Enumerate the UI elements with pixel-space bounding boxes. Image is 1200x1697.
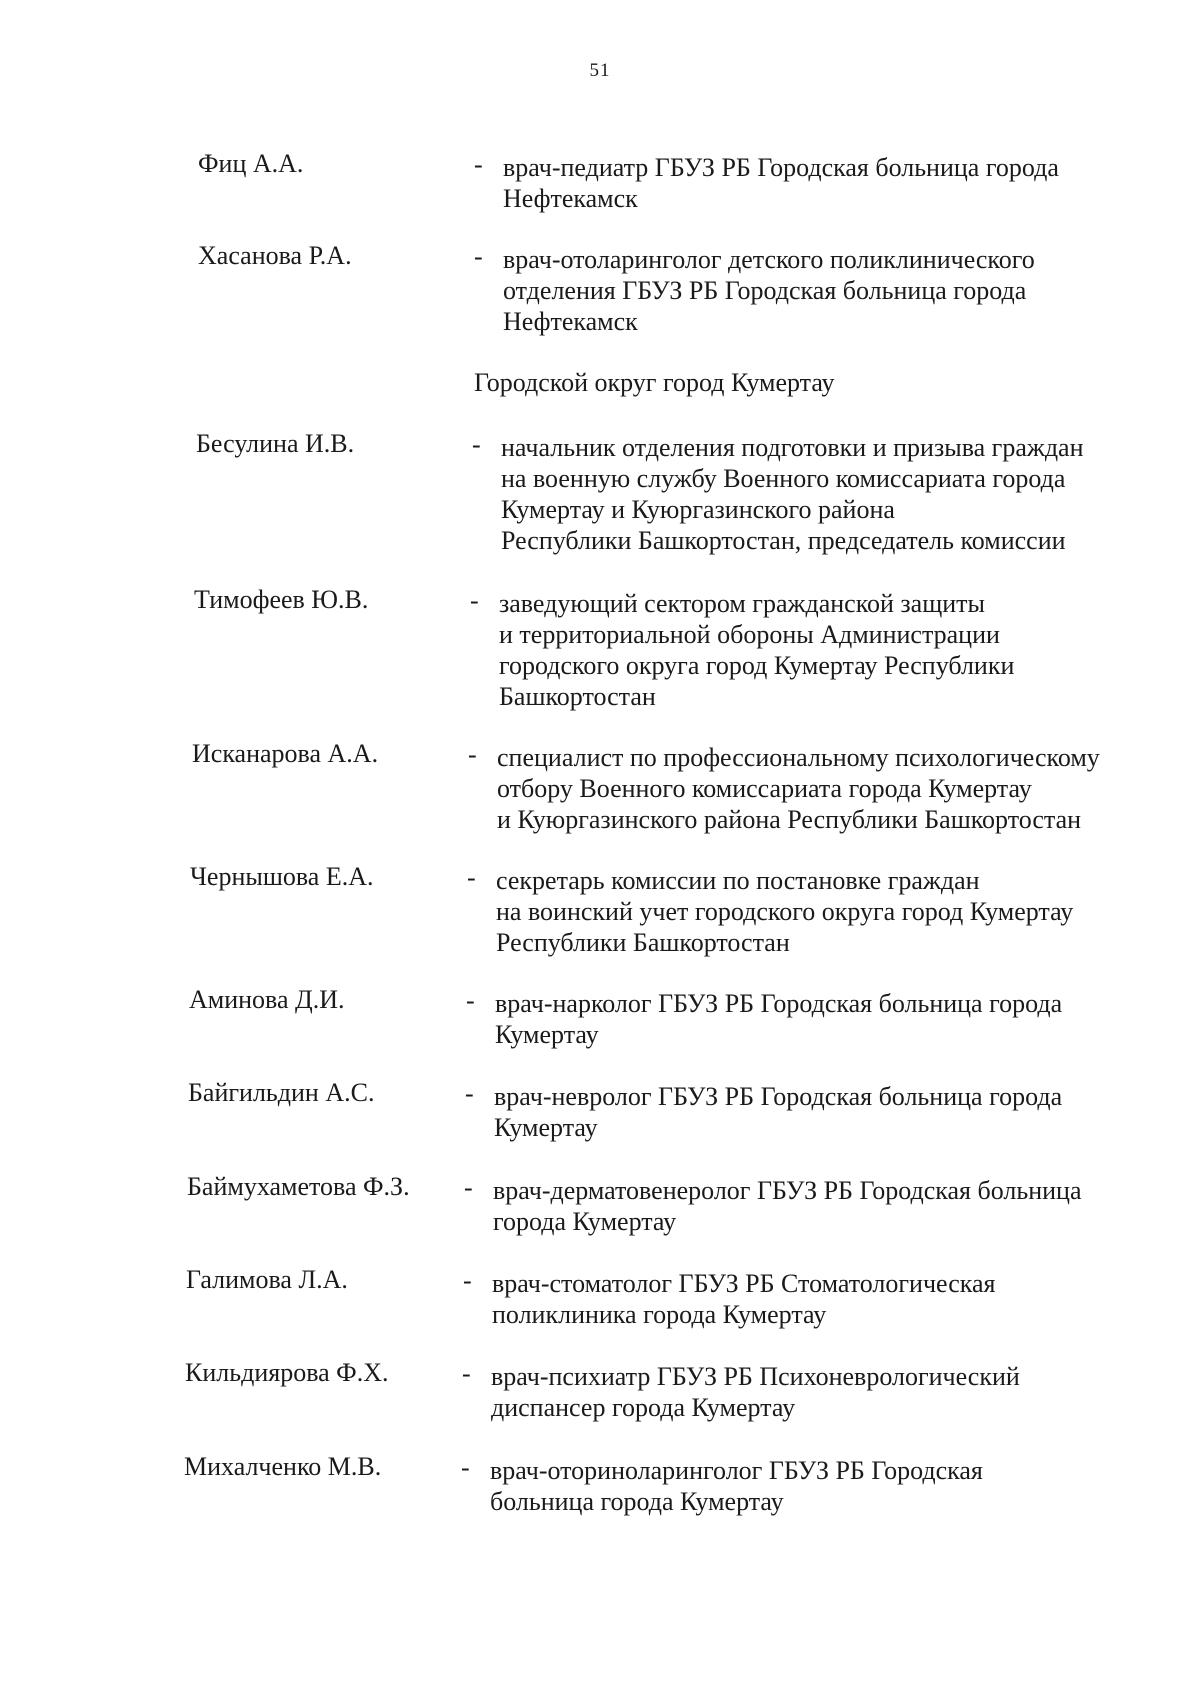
role-line: отделения ГБУЗ РБ Городская больница города bbox=[503, 276, 1027, 305]
role-line: Нефтекамск bbox=[503, 184, 638, 213]
member-name: Кильдиярова Ф.Х. bbox=[185, 1358, 389, 1387]
member-role bbox=[501, 432, 1084, 556]
role-line: больница города Кумертау bbox=[490, 1487, 784, 1516]
role-line: отбору Военного комиссариата города Кумертау bbox=[497, 774, 1032, 803]
role-line: врач-отоларинголог детского поликлинического bbox=[503, 245, 1035, 274]
member-name: Хасанова Р.А. bbox=[198, 241, 352, 270]
role-line: города Кумертау bbox=[493, 1207, 677, 1236]
member-name: Тимофеев Ю.В. bbox=[194, 585, 369, 614]
role-line: секретарь комиссии по постановке граждан bbox=[496, 866, 980, 895]
member-role bbox=[493, 1175, 1082, 1237]
list-dash: - bbox=[474, 242, 483, 271]
member-name: Михалченко М.В. bbox=[184, 1452, 382, 1481]
page-number: 51 bbox=[589, 60, 611, 81]
role-line: заведующий сектором гражданской защиты bbox=[499, 589, 985, 618]
member-role bbox=[496, 865, 1073, 958]
list-dash: - bbox=[474, 150, 483, 179]
member-name: Аминова Д.И. bbox=[189, 985, 345, 1014]
member-name: Баймухаметова Ф.З. bbox=[187, 1172, 410, 1201]
list-dash: - bbox=[464, 1173, 473, 1202]
member-role bbox=[497, 742, 1100, 835]
member-name: Байгильдин А.С. bbox=[188, 1078, 375, 1107]
member-role bbox=[503, 152, 1059, 214]
section-heading: Городской округ город Кумертау bbox=[474, 368, 835, 397]
list-dash: - bbox=[465, 1079, 474, 1108]
role-line: диспансер города Кумертау bbox=[491, 1393, 796, 1422]
role-line: врач-нарколог ГБУЗ РБ Городская больница города bbox=[495, 989, 1063, 1018]
member-role bbox=[491, 1361, 1020, 1423]
list-dash: - bbox=[472, 430, 481, 459]
list-dash: - bbox=[467, 863, 476, 892]
member-role bbox=[494, 1081, 1062, 1143]
member-role bbox=[495, 988, 1062, 1050]
member-role bbox=[503, 244, 1035, 337]
member-name: Чернышова Е.А. bbox=[190, 862, 374, 891]
member-name: Фиц А.А. bbox=[198, 149, 304, 178]
list-dash: - bbox=[461, 1453, 470, 1482]
member-role bbox=[490, 1455, 983, 1517]
role-line: врач-невролог ГБУЗ РБ Городская больница города bbox=[494, 1082, 1063, 1111]
member-role bbox=[499, 588, 1014, 712]
role-line: на военную службу Военного комиссариата города bbox=[501, 464, 1066, 493]
role-line: городского округа город Кумертау Республики bbox=[499, 651, 1015, 680]
role-line: врач-стоматолог ГБУЗ РБ Стоматологическая bbox=[492, 1269, 996, 1298]
role-line: врач-педиатр ГБУЗ РБ Городская больница города bbox=[503, 153, 1059, 182]
list-dash: - bbox=[466, 986, 475, 1015]
list-dash: - bbox=[468, 740, 477, 769]
role-line: Республики Башкортостан, председатель комиссии bbox=[501, 526, 1066, 555]
role-line: врач-психиатр ГБУЗ РБ Психоневрологический bbox=[491, 1362, 1020, 1391]
list-dash: - bbox=[470, 586, 479, 615]
member-role bbox=[492, 1268, 996, 1330]
role-line: и Куюргазинского района Республики Башкортостан bbox=[497, 805, 1082, 834]
list-dash: - bbox=[463, 1266, 472, 1295]
role-line: и территориальной обороны Администрации bbox=[499, 620, 1000, 649]
role-line: Кумертау bbox=[494, 1113, 598, 1142]
role-line: врач-оториноларинголог ГБУЗ РБ Городская bbox=[490, 1456, 983, 1485]
list-dash: - bbox=[462, 1359, 471, 1388]
role-line: Республики Башкортостан bbox=[496, 928, 790, 957]
role-line: на воинский учет городского округа город Кумертау bbox=[496, 897, 1074, 926]
member-name: Галимова Л.А. bbox=[186, 1265, 348, 1294]
role-line: врач-дерматовенеролог ГБУЗ РБ Городская больница bbox=[493, 1176, 1082, 1205]
member-name: Исканарова А.А. bbox=[192, 739, 379, 768]
role-line: начальник отделения подготовки и призыва граждан bbox=[501, 433, 1084, 462]
role-line: Нефтекамск bbox=[503, 307, 638, 336]
role-line: Кумертау bbox=[495, 1020, 599, 1049]
role-line: поликлиника города Кумертау bbox=[492, 1300, 827, 1329]
role-line: Башкортостан bbox=[499, 682, 656, 711]
member-name: Бесулина И.В. bbox=[196, 429, 355, 458]
role-line: специалист по профессиональному психологическому bbox=[497, 743, 1100, 772]
role-line: Кумертау и Куюргазинского района bbox=[501, 495, 895, 524]
